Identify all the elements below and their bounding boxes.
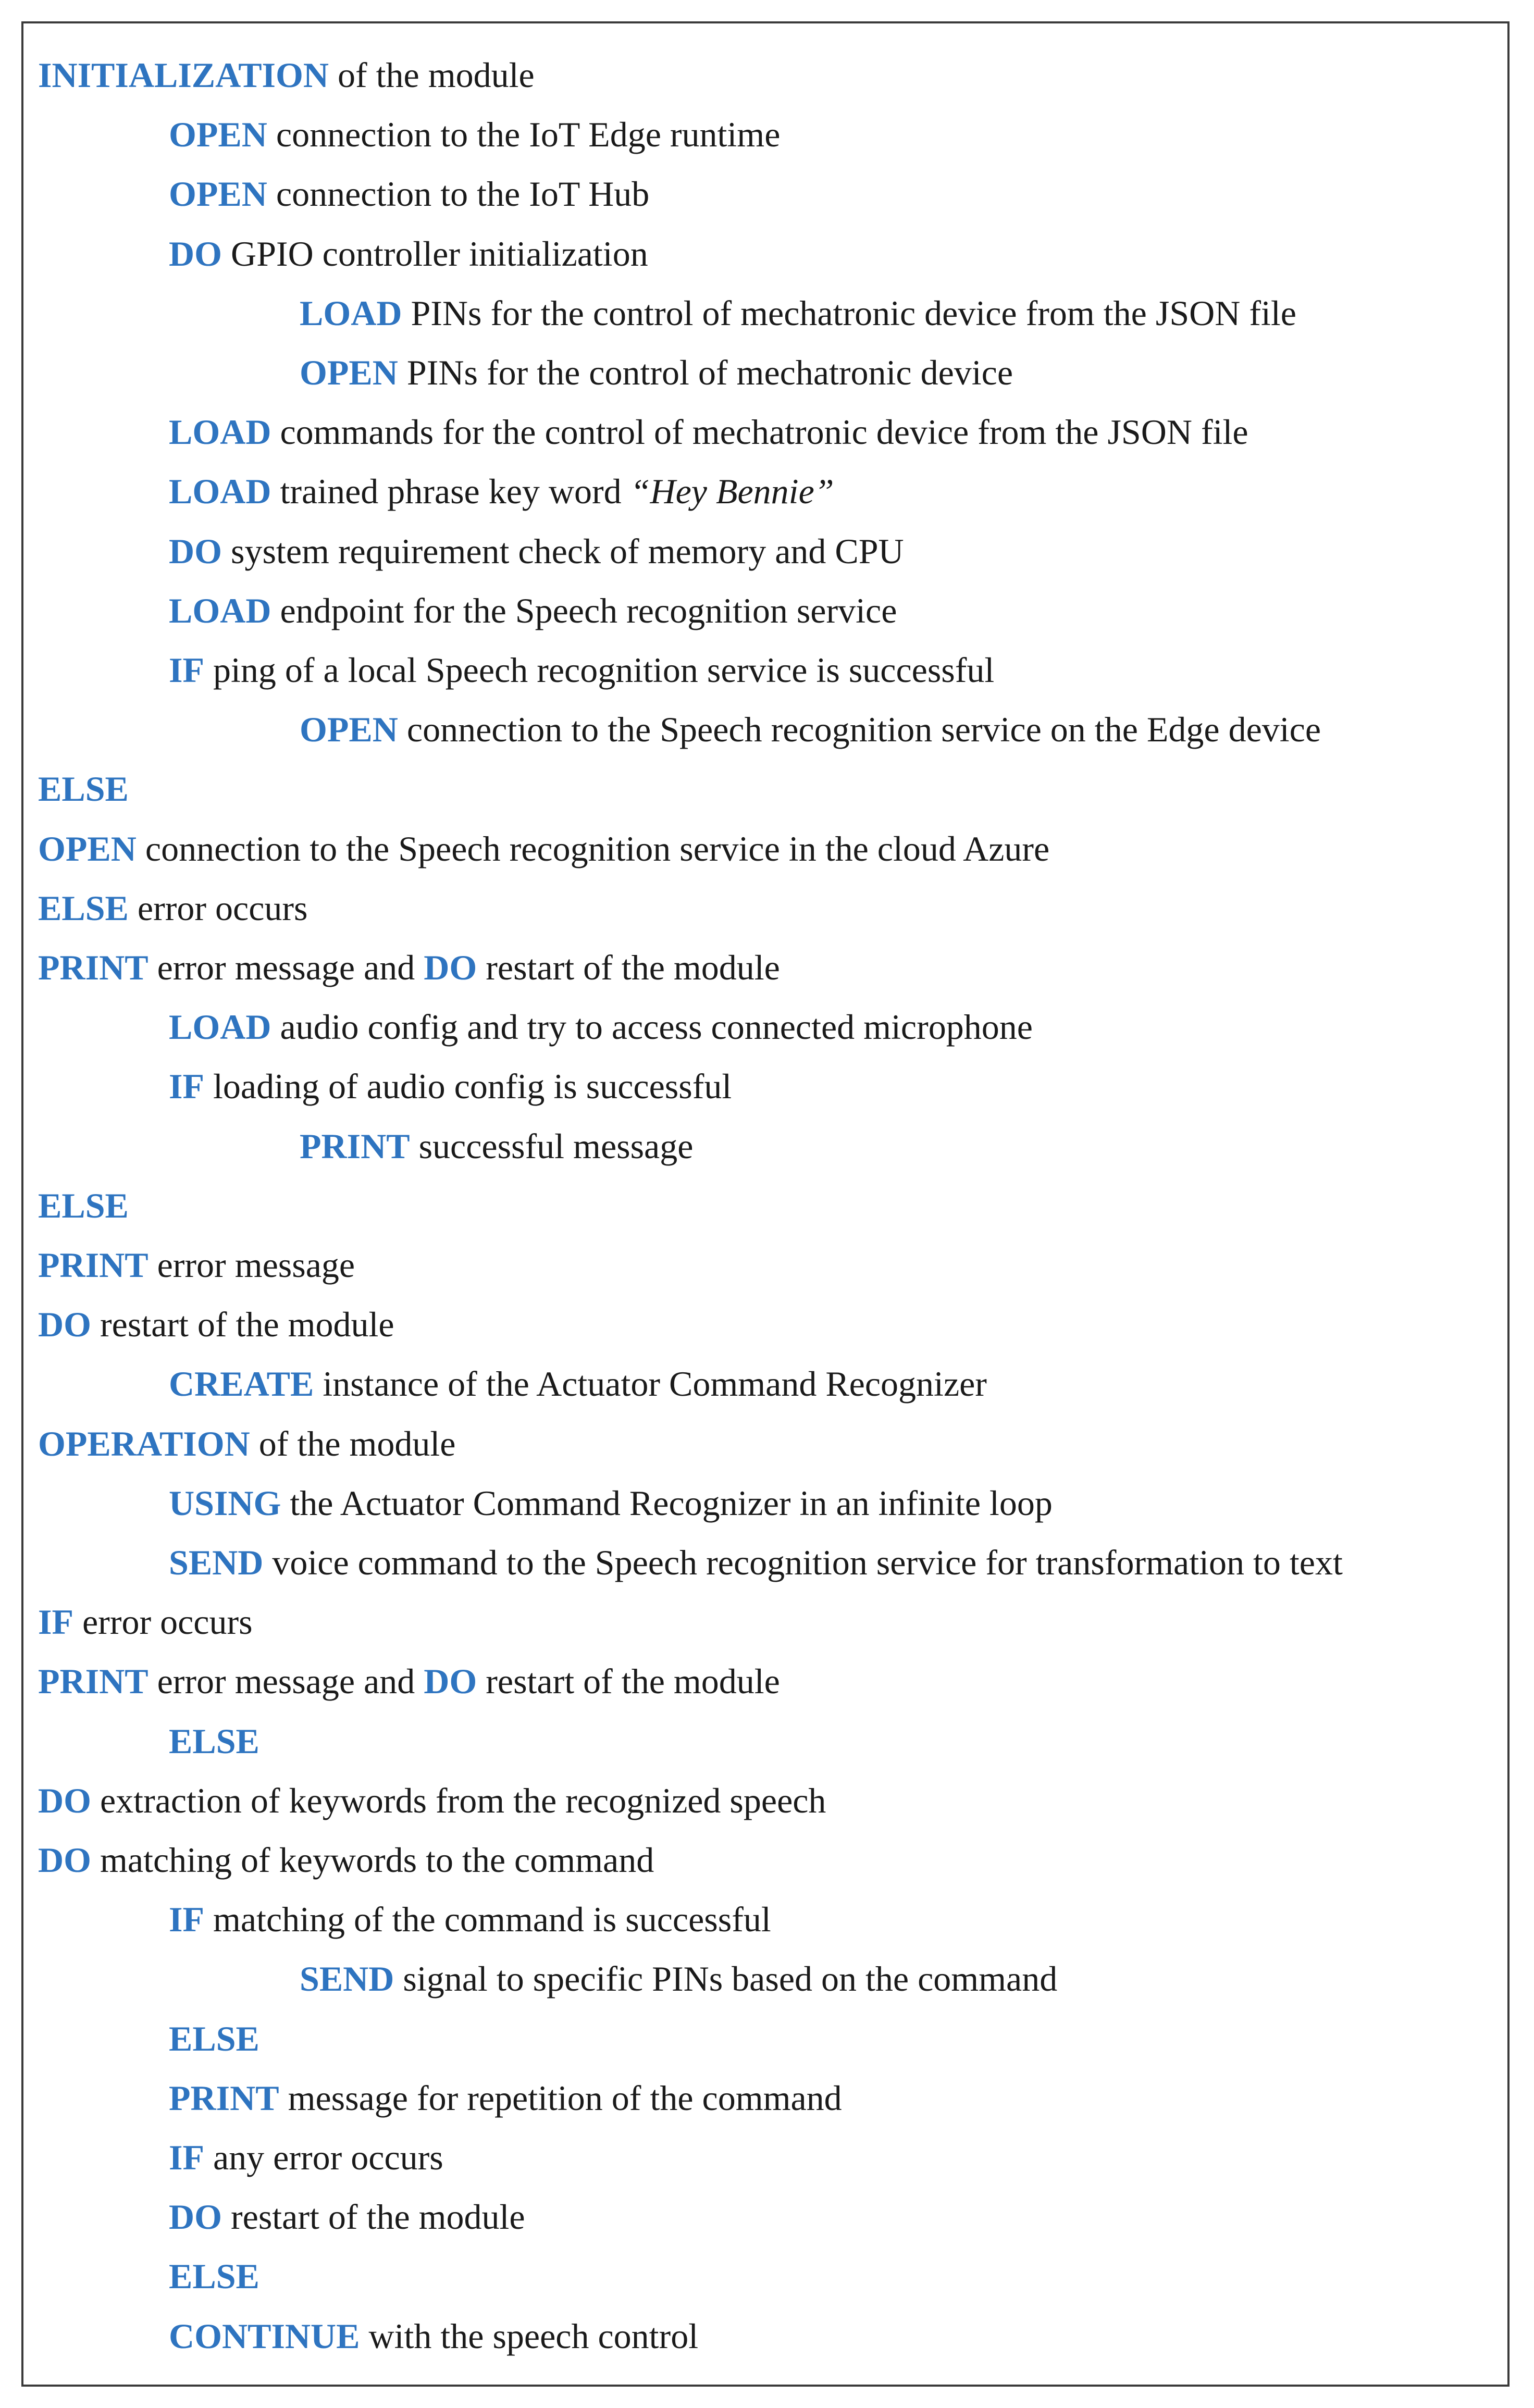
keyword: PRINT [38, 1245, 149, 1285]
keyword: LOAD [300, 293, 402, 333]
keyword: ELSE [38, 888, 129, 928]
keyword: DO [169, 531, 222, 571]
statement-text: with the speech control [360, 2316, 699, 2356]
statement-text: restart of the module [477, 948, 780, 987]
keyword: DO [38, 1780, 91, 1820]
keyword: INITIALIZATION [38, 55, 329, 95]
keyword: ELSE [169, 1721, 259, 1761]
keyword: OPERATION [38, 1423, 250, 1463]
statement-text: error message [148, 1245, 355, 1285]
code-line [169, 1711, 259, 1771]
keyword: USING [169, 1483, 281, 1523]
code-line [38, 1414, 455, 1474]
statement-text: matching of the command is successful [204, 1900, 771, 1940]
code-line [38, 1235, 355, 1295]
statement-text: successful message [410, 1126, 694, 1166]
keyword: IF [169, 650, 204, 690]
statement-text: system requirement check of memory and CPU [222, 531, 904, 571]
keyword: DO [38, 1840, 91, 1880]
code-line [169, 997, 1033, 1057]
statement-text: error occurs [73, 1602, 253, 1642]
code-line [38, 1830, 654, 1890]
statement-text: signal to specific PINs based on the command [394, 1959, 1058, 1999]
keyword: OPEN [38, 828, 137, 868]
code-line [169, 164, 649, 224]
code-line [38, 1295, 394, 1355]
statement-text: endpoint for the Speech recognition service [271, 590, 897, 630]
statement-text: restart of the module [91, 1305, 394, 1345]
statement-text: error message and [148, 948, 424, 987]
statement-text: instance of the Actuator Command Recognizer [314, 1364, 987, 1404]
code-line [169, 1057, 732, 1116]
code-line [169, 105, 780, 165]
statement-text: voice command to the Speech recognition service for transformation to text [263, 1543, 1343, 1582]
code-line [169, 2128, 443, 2188]
code-line [38, 1592, 253, 1652]
statement-text: message for repetition of the command [279, 2078, 842, 2118]
statement-text: connection to the IoT Hub [267, 174, 650, 214]
keyword: ELSE [169, 2256, 259, 2297]
keyword: CONTINUE [169, 2316, 360, 2356]
keyword: IF [169, 1066, 204, 1107]
statement-text: of the module [329, 55, 535, 95]
code-line [38, 1176, 129, 1236]
code-line [169, 2246, 259, 2306]
statement-text: trained phrase key word [271, 471, 630, 512]
statement-text: matching of keywords to the command [91, 1840, 654, 1880]
keyword: LOAD [169, 590, 271, 630]
code-line [169, 2068, 842, 2128]
statement-text: any error occurs [204, 2138, 443, 2177]
keyword: IF [38, 1602, 73, 1642]
code-line [169, 1533, 1343, 1593]
statement-text: GPIO controller initialization [222, 233, 648, 274]
code-line [169, 640, 994, 700]
statement-text: the Actuator Command Recognizer in an infinite loop [281, 1483, 1053, 1523]
keyword: LOAD [169, 412, 271, 452]
keyword: PRINT [300, 1126, 410, 1166]
statement-text: error occurs [128, 888, 308, 928]
statement-text: of the module [250, 1423, 456, 1463]
code-line [38, 1652, 780, 1711]
statement-text: connection to the IoT Edge runtime [267, 115, 781, 155]
code-line [169, 2009, 259, 2069]
keyword: SEND [300, 1959, 394, 1999]
code-line [169, 402, 1248, 462]
statement-text: PINs for the control of mechatronic device from the JSON file [402, 293, 1296, 333]
keyword: ELSE [169, 2018, 259, 2058]
code-line [38, 878, 307, 938]
keyword: OPEN [169, 115, 267, 155]
quoted-phrase: “Hey Bennie” [630, 471, 834, 512]
code-line [169, 522, 904, 581]
code-line [38, 819, 1049, 879]
keyword: OPEN [169, 174, 267, 214]
keyword: IF [169, 2138, 204, 2177]
statement-text: connection to the Speech recognition service on the Edge device [398, 710, 1321, 750]
statement-text: restart of the module [222, 2197, 525, 2237]
code-line [300, 1949, 1057, 2009]
statement-text: ping of a local Speech recognition service is successful [204, 650, 995, 690]
code-line [169, 2306, 698, 2366]
code-line [38, 759, 129, 819]
keyword: DO [169, 2197, 222, 2237]
keyword: IF [169, 1900, 204, 1940]
keyword: DO [38, 1305, 91, 1345]
statement-text: error message and [148, 1661, 424, 1702]
statement-text: commands for the control of mechatronic device from the JSON file [271, 412, 1248, 452]
keyword: PRINT [38, 948, 149, 987]
keyword: DO [424, 948, 477, 987]
pseudocode-frame [21, 21, 1510, 2387]
statement-text: connection to the Speech recognition service in the cloud Azure [136, 828, 1050, 868]
statement-text: extraction of keywords from the recognized speech [91, 1780, 826, 1820]
code-line [169, 1354, 987, 1414]
code-line [169, 462, 834, 522]
statement-text: audio config and try to access connected microphone [271, 1007, 1033, 1047]
statement-text: PINs for the control of mechatronic device [398, 353, 1013, 392]
keyword: CREATE [169, 1364, 314, 1404]
code-line [38, 938, 780, 998]
code-line [169, 1473, 1053, 1533]
code-line [300, 343, 1013, 403]
keyword: SEND [169, 1543, 264, 1582]
code-line [300, 700, 1321, 760]
keyword: DO [169, 233, 222, 274]
code-line [300, 283, 1296, 343]
keyword: LOAD [169, 1007, 271, 1047]
code-line [169, 224, 648, 284]
keyword: LOAD [169, 471, 271, 512]
keyword: PRINT [169, 2078, 279, 2118]
code-line [38, 1771, 826, 1831]
statement-text: loading of audio config is successful [204, 1066, 732, 1107]
keyword: OPEN [300, 353, 398, 392]
code-line [169, 581, 897, 641]
code-line [38, 45, 535, 105]
code-line [169, 2187, 525, 2247]
keyword: DO [424, 1661, 477, 1702]
keyword: PRINT [38, 1661, 149, 1702]
code-line [300, 1116, 693, 1176]
keyword: OPEN [300, 710, 398, 750]
statement-text: restart of the module [477, 1661, 780, 1702]
keyword: ELSE [38, 1185, 129, 1225]
keyword: ELSE [38, 769, 129, 809]
code-line [169, 1890, 771, 1950]
